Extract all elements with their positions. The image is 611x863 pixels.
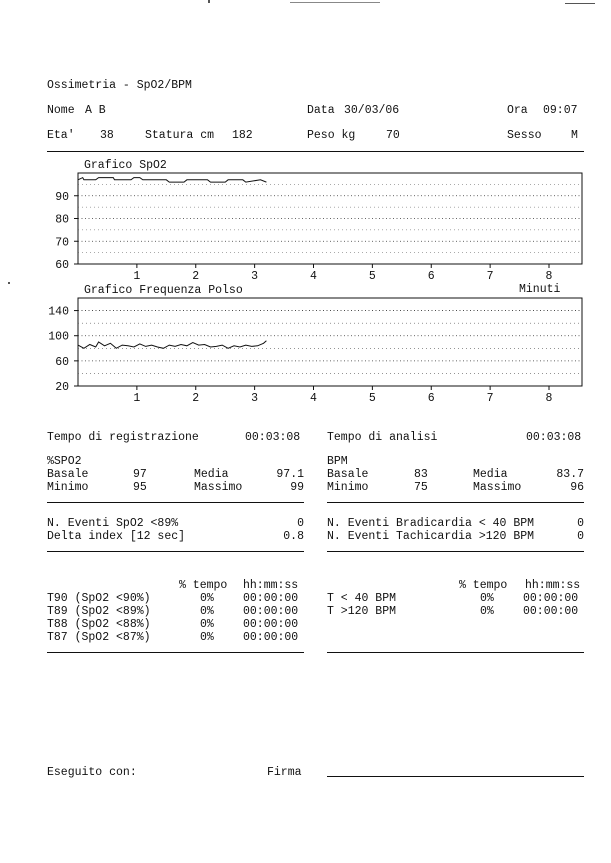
x-tick-label: 2 (192, 392, 200, 405)
spo2-basale-label: Basale (47, 468, 89, 481)
spo2-chart-title: Grafico SpO2 (84, 159, 167, 172)
spo2-head: %SPO2 (47, 455, 82, 468)
plot-frame (78, 298, 582, 386)
tachy-events-label: N. Eventi Tachicardia >120 BPM (327, 530, 535, 543)
eta-value: 38 (100, 129, 114, 142)
x-tick-label: 7 (486, 392, 494, 405)
table-row-time: 00:00:00 (523, 592, 579, 605)
y-tick-label: 20 (55, 381, 69, 394)
bpm-media-label: Media (473, 468, 508, 481)
data-value: 30/03/06 (344, 104, 400, 117)
eta-label: Eta' (47, 129, 75, 142)
divider-right-1 (327, 502, 584, 503)
x-tick-label: 3 (251, 270, 259, 283)
x-tick-label: 4 (310, 392, 317, 405)
y-tick-label: 60 (55, 259, 69, 272)
bpm-head: BPM (327, 455, 348, 468)
table-row-label: T88 (SpO2 <88%) (47, 618, 151, 631)
scan-speck (8, 282, 10, 284)
tempo-analisi-label: Tempo di analisi (327, 431, 438, 444)
spo2-chart (55, 173, 582, 283)
pulse-chart-title: Grafico Frequenza Polso (84, 284, 243, 297)
x-tick-label: 4 (310, 270, 317, 283)
divider-left-2 (47, 551, 304, 552)
y-tick-label: 140 (48, 305, 69, 319)
table-row-label: T90 (SpO2 <90%) (47, 592, 151, 605)
scan-mark (565, 3, 595, 4)
tempo-registrazione-value: 00:03:08 (245, 431, 301, 444)
ora-value: 09:07 (543, 104, 578, 117)
x-tick-label: 5 (368, 270, 376, 283)
x-tick-label: 6 (427, 392, 435, 405)
y-tick-label: 90 (55, 190, 69, 204)
right-table-pct-header: % tempo (459, 579, 508, 592)
tempo-analisi-value: 00:03:08 (526, 431, 582, 444)
spo2-events-value: 0 (297, 517, 304, 530)
table-row-time: 00:00:00 (243, 605, 299, 618)
pulse-x-axis-label: Minuti (519, 283, 561, 296)
x-tick-label: 5 (368, 392, 376, 405)
brady-events-label: N. Eventi Bradicardia < 40 BPM (327, 517, 535, 530)
table-row-pct: 0% (200, 592, 214, 605)
table-row-time: 00:00:00 (243, 592, 299, 605)
nome-value: A B (85, 104, 106, 117)
spo2-massimo-label: Massimo (194, 481, 243, 494)
right-table-time-header: hh:mm:ss (525, 579, 581, 592)
eseguito-label: Eseguito con: (47, 766, 137, 779)
spo2-events-label: N. Eventi SpO2 <89% (47, 517, 179, 530)
left-table-time-header: hh:mm:ss (243, 579, 299, 592)
bpm-media-value: 83.7 (556, 468, 584, 481)
table-row-label: T87 (SpO2 <87%) (47, 631, 151, 644)
sesso-value: M (571, 129, 578, 142)
spo2-media-label: Media (194, 468, 229, 481)
tempo-registrazione-label: Tempo di registrazione (47, 431, 199, 444)
spo2-massimo-value: 99 (290, 481, 304, 494)
table-row-pct: 0% (480, 592, 494, 605)
divider-left-3 (47, 652, 304, 653)
pulse-chart (48, 298, 582, 405)
ora-label: Ora (507, 104, 528, 117)
statura-label: Statura cm (145, 129, 215, 142)
delta-index-value: 0.8 (283, 530, 304, 543)
x-tick-label: 8 (545, 392, 553, 405)
spo2-media-value: 97.1 (276, 468, 304, 481)
x-tick-label: 1 (133, 270, 141, 283)
series-line (78, 341, 266, 349)
table-row-pct: 0% (480, 605, 494, 618)
table-row-pct: 0% (200, 605, 214, 618)
y-tick-label: 70 (55, 236, 69, 250)
bpm-minimo-label: Minimo (327, 481, 369, 494)
x-tick-label: 7 (486, 270, 494, 283)
firma-label: Firma (267, 766, 302, 779)
tachy-events-value: 0 (577, 530, 584, 543)
table-row-label: T < 40 BPM (327, 592, 397, 605)
divider-right-3 (327, 652, 584, 653)
delta-index-label: Delta index [12 sec] (47, 530, 186, 543)
data-label: Data (307, 104, 335, 117)
bpm-massimo-label: Massimo (473, 481, 522, 494)
table-row-label: T89 (SpO2 <89%) (47, 605, 151, 618)
x-tick-label: 2 (192, 270, 200, 283)
table-row-label: T >120 BPM (327, 605, 397, 618)
x-tick-label: 1 (133, 392, 141, 405)
signature-line (327, 776, 584, 777)
scan-speck (208, 0, 210, 3)
brady-events-value: 0 (577, 517, 584, 530)
scan-mark (290, 2, 380, 3)
divider-left-1 (47, 502, 304, 503)
spo2-minimo-value: 95 (133, 481, 147, 494)
nome-label: Nome (47, 104, 75, 117)
table-row-time: 00:00:00 (243, 631, 299, 644)
divider-right-2 (327, 551, 584, 552)
y-tick-label: 60 (55, 355, 69, 369)
bpm-basale-label: Basale (327, 468, 369, 481)
peso-value: 70 (386, 129, 400, 142)
y-tick-label: 80 (55, 213, 69, 227)
x-tick-label: 8 (545, 270, 553, 283)
charts-area (0, 0, 611, 420)
series-line (78, 178, 266, 183)
x-tick-label: 3 (251, 392, 259, 405)
table-row-time: 00:00:00 (243, 618, 299, 631)
table-row-pct: 0% (200, 631, 214, 644)
table-row-time: 00:00:00 (523, 605, 579, 618)
y-tick-label: 100 (48, 330, 69, 344)
table-row-pct: 0% (200, 618, 214, 631)
bpm-massimo-value: 96 (570, 481, 584, 494)
left-table-pct-header: % tempo (179, 579, 228, 592)
peso-label: Peso kg (307, 129, 356, 142)
bpm-basale-value: 83 (414, 468, 428, 481)
spo2-minimo-label: Minimo (47, 481, 89, 494)
spo2-basale-value: 97 (133, 468, 147, 481)
x-tick-label: 6 (427, 270, 435, 283)
statura-value: 182 (232, 129, 253, 142)
sesso-label: Sesso (507, 129, 542, 142)
bpm-minimo-value: 75 (414, 481, 428, 494)
page-title: Ossimetria - SpO2/BPM (47, 79, 192, 92)
